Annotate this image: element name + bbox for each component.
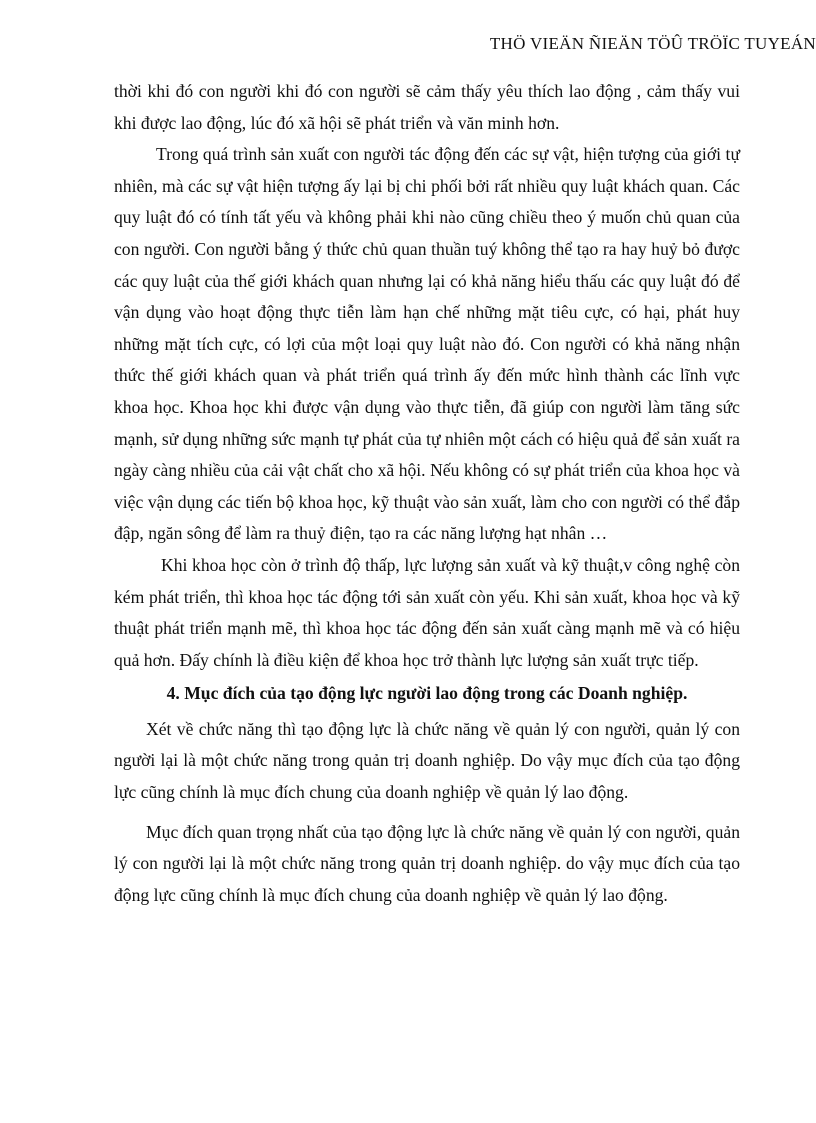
- paragraph-continuation: thời khi đó con người khi đó con người sẽ cảm thấy yêu thích lao động , cảm thấy vui khi được lao động, lúc đó xã hội sẽ phát triển và văn minh hơn.: [114, 81, 740, 133]
- paragraph-motivation-purpose: Mục đích quan trọng nhất của tạo động lực là chức năng về quản lý con người, quản lý con người lại là một chức năng trong quản trị doanh nghiệp. do vậy mục đích của tạo động lực cũng chính là mục đích chung của doanh nghiệp về quản lý lao động.: [114, 821, 740, 905]
- section-heading: 4. Mục đích của tạo động lực người lao động trong các Doanh nghiệp.: [166, 683, 688, 704]
- page-header: THÖ VIEÄN ÑIEÄN TÖÛ TRÖÏC TUYEÁN: [489, 34, 816, 53]
- paragraph-science-level: Khi khoa học còn ở trình độ thấp, lực lượng sản xuất và kỹ thuật,v công nghệ còn kém phát triển, thì khoa học tác động tới sản xuất còn yếu. Khi sản xuất, khoa học và kỹ thuật phát triển mạnh mẽ, thì khoa học tác động đến sản xuất càng mạnh mẽ và có hiệu quả hơn. Đấy chính là điều kiện để khoa học trở thành lực lượng sản xuất trực tiếp.: [114, 554, 740, 670]
- paragraph-motivation-function: Xét về chức năng thì tạo động lực là chức năng về quản lý con người, quản lý con người lại là một chức năng trong quản trị doanh nghiệp. Do vậy mục đích của tạo động lực cũng chính là mục đích chung của doanh nghiệp về quản lý lao động.: [114, 718, 740, 803]
- paragraph-science-laws: Trong quá trình sản xuất con người tác động đến các sự vật, hiện tượng của giới tự nhiên, mà các sự vật hiện tượng ấy lại bị chi phối bởi rất nhiều quy luật khách quan. Các quy luật đó có tính tất yếu và không phải khi nào cũng chiều theo ý muốn chủ quan của con người. Con người bằng ý thức chủ quan thuần tuý không thể tạo ra hay huỷ bỏ được các quy luật của thế giới khách quan nhưng lại có khả năng hiểu thấu các quy luật đó để vận dụng vào hoạt động thực tiễn làm hạn chế những mặt tiêu cực, có hại, phát huy những mặt tích cực, có lợi của một loại quy luật nào đó. Con người có khả năng nhận thức thế giới khách quan và phát triển quá trình ấy đến mức hình thành các lĩnh vực khoa học. Khoa học khi được vận dụng vào thực tiễn, đã giúp con người làm tăng sức mạnh, sử dụng những sức mạnh tự phát của tự nhiên một cách có hiệu quả để sản xuất ra ngày càng nhiều của cải vật chất cho xã hội. Nếu không có sự phát triển của khoa học và việc vận dụng các tiến bộ khoa học, kỹ thuật vào sản xuất, làm cho con người có thể đắp đập, ngăn sông để làm ra thuỷ điện, tạo ra các năng lượng hạt nhân …: [114, 144, 740, 544]
- document-body: [114, 76, 740, 911]
